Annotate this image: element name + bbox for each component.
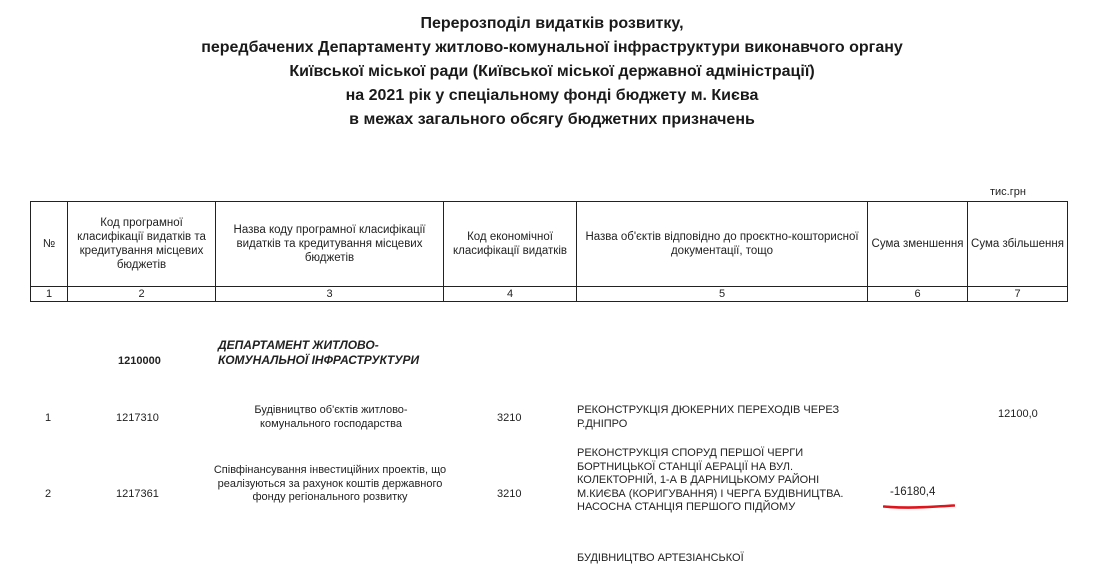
row-increase: 12100,0	[998, 408, 1038, 420]
column-number: 4	[444, 287, 577, 302]
title-line-2: передбачених Департаменту житлово-комунальної інфраструктури виконавчого органу	[201, 39, 903, 56]
row-number: 1	[45, 412, 52, 424]
column-number: 5	[577, 287, 868, 302]
title-line-5: в межах загального обсягу бюджетних призначень	[349, 111, 755, 128]
column-number: 7	[968, 287, 1068, 302]
header-increase: Сума збільшення	[968, 202, 1068, 287]
row-program-name: Співфінансування інвестиційних проектів, що реалізуються за рахунок коштів державного фонду регіонального розвитку	[213, 464, 447, 503]
header-object-name: Назва об'єктів відповідно до проєктно-кошторисної документації, тощо	[577, 202, 868, 287]
department-code: 1210000	[118, 355, 161, 367]
title-line-4: на 2021 рік у спеціальному фонді бюджету м. Києва	[345, 87, 759, 104]
header-program-name: Назва коду програмної класифікації видатків та кредитування місцевих бюджетів	[216, 202, 444, 287]
title-line-1: Перерозподіл видатків розвитку,	[420, 15, 684, 32]
title-line-3: Київської міської ради (Київської міської державної адміністрації)	[289, 63, 815, 80]
row-program-code: 1217361	[116, 488, 159, 500]
row-program-name: Будівництво об'єктів житлово-комунального господарства	[254, 404, 408, 430]
header-econ-code: Код економічної класифікації видатків	[444, 202, 577, 287]
header-decrease: Сума зменшення	[868, 202, 968, 287]
document-title	[0, 12, 1104, 132]
row-number: 2	[45, 488, 52, 500]
units-label: тис.грн	[990, 186, 1026, 198]
header-program-code: Код програмної класифікації видатків та кредитування місцевих бюджетів	[68, 202, 216, 287]
row-decrease: -16180,4	[890, 486, 936, 498]
row-econ-code: 3210	[497, 412, 522, 424]
row-econ-code: 3210	[497, 488, 522, 500]
header-no: №	[31, 202, 68, 287]
row-object-name: РЕКОНСТРУКЦІЯ СПОРУД ПЕРШОЇ ЧЕРГИ БОРТНИЦЬКОЇ СТАНЦІЇ АЕРАЦІЇ НА ВУЛ. КОЛЕКТОРНІЙ, 1-А В ДАРНИЦЬКОМУ РАЙОНІ М.КИЄВА (КОРИГУВАННЯ) І ЧЕРГА БУДІВНИЦТВА. НАСОСНА СТАНЦІЯ ПЕРШОГО ПІДЙОМУ	[577, 447, 844, 513]
row-program-code: 1217310	[116, 412, 159, 424]
table-header	[30, 201, 1068, 302]
cut-off-row-text: БУДІВНИЦТВО АРТЕЗІАНСЬКОЇ	[577, 552, 744, 564]
red-underline-mark	[883, 503, 955, 509]
column-number: 3	[216, 287, 444, 302]
column-number: 2	[68, 287, 216, 302]
column-number: 1	[31, 287, 68, 302]
department-name: ДЕПАРТАМЕНТ ЖИТЛОВО-КОМУНАЛЬНОЇ ІНФРАСТРУКТУРИ	[218, 338, 420, 367]
column-number: 6	[868, 287, 968, 302]
row-object-name: РЕКОНСТРУКЦІЯ ДЮКЕРНИХ ПЕРЕХОДІВ ЧЕРЕЗ Р.ДНІПРО	[577, 404, 840, 430]
